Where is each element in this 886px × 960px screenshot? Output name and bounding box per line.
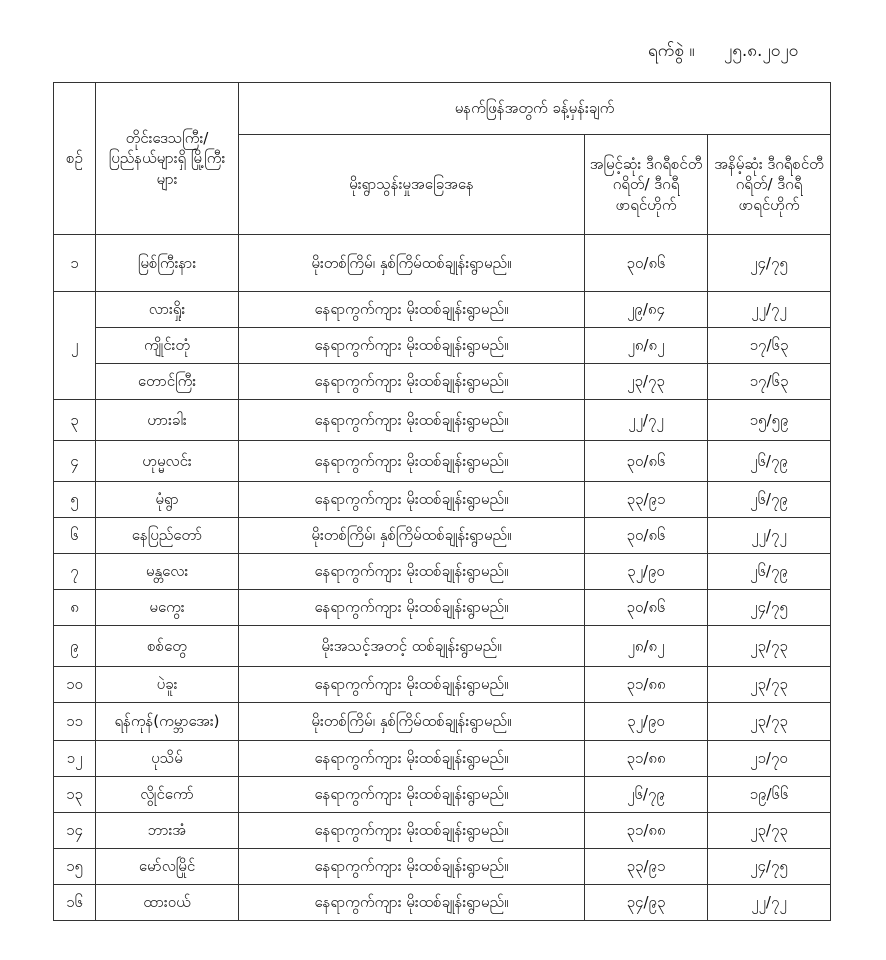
cell-city: ပုသိမ် [96, 741, 239, 777]
cell-min-temp: ၂၄/၇၅ [708, 235, 831, 292]
cell-condition: နေရာကွက်ကျား မိုးထစ်ချုန်းရွာမည်။ [239, 328, 585, 364]
cell-condition: မိုးအသင့်အတင့် ထစ်ချုန်းရွာမည်။ [239, 626, 585, 667]
cell-city: ဟားခါး [96, 400, 239, 441]
cell-min-temp: ၂၂/၇၂ [708, 518, 831, 554]
cell-no: ၁၂ [54, 741, 96, 777]
cell-no: ၁၀ [54, 667, 96, 703]
cell-no: ၆ [54, 518, 96, 554]
cell-max-temp: ၂၃/၇၃ [585, 364, 708, 400]
cell-no: ၄ [54, 441, 96, 482]
cell-max-temp: ၃၀/၈၆ [585, 518, 708, 554]
cell-max-temp: ၃၃/၉၁ [585, 482, 708, 518]
cell-condition: နေရာကွက်ကျား မိုးထစ်ချုန်းရွာမည်။ [239, 667, 585, 703]
cell-city: ထားဝယ် [96, 885, 239, 921]
cell-condition: မိုးတစ်ကြိမ်၊ နှစ်ကြိမ်ထစ်ချုန်းရွာမည်။ [239, 518, 585, 554]
table-row [54, 813, 831, 849]
table-row [54, 441, 831, 482]
cell-max-temp: ၃၀/၈၆ [585, 235, 708, 292]
cell-min-temp: ၂၂/၇၂ [708, 885, 831, 921]
col-header-max-temp: အမြင့်ဆုံး ဒီဂရီစင်တီဂရိတ်/ ဒီဂရီဖာရင်ဟိုက် [585, 135, 708, 235]
cell-max-temp: ၂၈/၈၂ [585, 626, 708, 667]
cell-city: ဘားအံ [96, 813, 239, 849]
cell-min-temp: ၂၆/၇၉ [708, 482, 831, 518]
cell-no: ၂ [54, 292, 96, 400]
cell-condition: နေရာကွက်ကျား မိုးထစ်ချုန်းရွာမည်။ [239, 885, 585, 921]
table-row [54, 741, 831, 777]
table-row [54, 364, 831, 400]
cell-max-temp: ၂၂/၇၂ [585, 400, 708, 441]
cell-condition: နေရာကွက်ကျား မိုးထစ်ချုန်းရွာမည်။ [239, 813, 585, 849]
cell-min-temp: ၁၇/၆၃ [708, 328, 831, 364]
col-header-forecast-group: မနက်ဖြန်အတွက် ခန့်မှန်းချက် [239, 83, 831, 135]
cell-no: ၁၆ [54, 885, 96, 921]
cell-max-temp: ၂၆/၇၉ [585, 777, 708, 813]
cell-condition: မိုးတစ်ကြိမ်၊ နှစ်ကြိမ်ထစ်ချုန်းရွာမည်။ [239, 703, 585, 741]
table-row [54, 328, 831, 364]
cell-condition: နေရာကွက်ကျား မိုးထစ်ချုန်းရွာမည်။ [239, 554, 585, 590]
table-row [54, 400, 831, 441]
cell-condition: နေရာကွက်ကျား မိုးထစ်ချုန်းရွာမည်။ [239, 441, 585, 482]
cell-city: ပဲခူး [96, 667, 239, 703]
cell-no: ၁၁ [54, 703, 96, 741]
cell-max-temp: ၃၃/၉၁ [585, 849, 708, 885]
cell-min-temp: ၂၁/၇၀ [708, 741, 831, 777]
cell-city: တောင်ကြီး [96, 364, 239, 400]
cell-city: နေပြည်တော် [96, 518, 239, 554]
cell-city: လားရှိုး [96, 292, 239, 328]
cell-no: ၉ [54, 626, 96, 667]
table-row [54, 482, 831, 518]
cell-min-temp: ၁၅/၅၉ [708, 400, 831, 441]
cell-max-temp: ၃၁/၈၈ [585, 741, 708, 777]
date-value: ၂၅.၈.၂၀၂၀ [723, 41, 799, 61]
cell-max-temp: ၃၁/၈၈ [585, 813, 708, 849]
cell-min-temp: ၂၄/၇၅ [708, 590, 831, 626]
cell-no: ၁၄ [54, 813, 96, 849]
cell-condition: နေရာကွက်ကျား မိုးထစ်ချုန်းရွာမည်။ [239, 364, 585, 400]
cell-max-temp: ၃၄/၉၃ [585, 885, 708, 921]
cell-no: ၃ [54, 400, 96, 441]
table-row [54, 849, 831, 885]
cell-condition: နေရာကွက်ကျား မိုးထစ်ချုန်းရွာမည်။ [239, 849, 585, 885]
cell-condition: နေရာကွက်ကျား မိုးထစ်ချုန်းရွာမည်။ [239, 292, 585, 328]
cell-city: ဟုမ္မလင်း [96, 441, 239, 482]
table-row [54, 667, 831, 703]
table-row [54, 777, 831, 813]
col-header-condition: မိုးရွာသွန်းမှုအခြေအနေ [239, 135, 585, 235]
cell-no: ၁ [54, 235, 96, 292]
cell-condition: နေရာကွက်ကျား မိုးထစ်ချုန်းရွာမည်။ [239, 777, 585, 813]
cell-condition: မိုးတစ်ကြိမ်၊ နှစ်ကြိမ်ထစ်ချုန်းရွာမည်။ [239, 235, 585, 292]
cell-no: ၈ [54, 590, 96, 626]
cell-max-temp: ၃၂/၉၀ [585, 703, 708, 741]
col-header-no: စဉ် [54, 83, 96, 235]
cell-min-temp: ၂၂/၇၂ [708, 292, 831, 328]
cell-max-temp: ၃၂/၉၀ [585, 554, 708, 590]
cell-condition: နေရာကွက်ကျား မိုးထစ်ချုန်းရွာမည်။ [239, 400, 585, 441]
table-row [54, 235, 831, 292]
cell-max-temp: ၂၉/၈၄ [585, 292, 708, 328]
table-row [54, 292, 831, 328]
cell-min-temp: ၂၆/၇၉ [708, 441, 831, 482]
cell-min-temp: ၂၆/၇၉ [708, 554, 831, 590]
cell-min-temp: ၁၇/၆၃ [708, 364, 831, 400]
date-label: ရက်စွဲ ။ [648, 41, 695, 61]
cell-max-temp: ၃၀/၈၆ [585, 441, 708, 482]
cell-city: မကွေး [96, 590, 239, 626]
cell-min-temp: ၁၉/၆၆ [708, 777, 831, 813]
cell-condition: နေရာကွက်ကျား မိုးထစ်ချုန်းရွာမည်။ [239, 482, 585, 518]
cell-min-temp: ၂၄/၇၅ [708, 849, 831, 885]
table-row [54, 703, 831, 741]
cell-city: မန္တလေး [96, 554, 239, 590]
cell-condition: နေရာကွက်ကျား မိုးထစ်ချုန်းရွာမည်။ [239, 590, 585, 626]
table-row [54, 626, 831, 667]
cell-min-temp: ၂၃/၇၃ [708, 703, 831, 741]
cell-city: လွိုင်ကော် [96, 777, 239, 813]
cell-min-temp: ၂၃/၇၃ [708, 667, 831, 703]
cell-city: ရန်ကုန်(ကမ္ဘာအေး) [96, 703, 239, 741]
cell-city: မုံရွာ [96, 482, 239, 518]
table-row [54, 885, 831, 921]
table-row [54, 518, 831, 554]
col-header-region: တိုင်းဒေသကြီး/ ပြည်နယ်များရှိ မြို့ကြီးများ [96, 83, 239, 235]
cell-no: ၁၃ [54, 777, 96, 813]
cell-max-temp: ၃၁/၈၈ [585, 667, 708, 703]
cell-min-temp: ၂၃/၇၃ [708, 626, 831, 667]
table-row [54, 590, 831, 626]
cell-city: စစ်တွေ [96, 626, 239, 667]
cell-no: ၅ [54, 482, 96, 518]
cell-city: ကျိုင်းတုံ [96, 328, 239, 364]
cell-max-temp: ၃၀/၈၆ [585, 590, 708, 626]
cell-min-temp: ၂၃/၇၃ [708, 813, 831, 849]
cell-city: မော်လမြိုင် [96, 849, 239, 885]
cell-max-temp: ၂၈/၈၂ [585, 328, 708, 364]
table-row [54, 554, 831, 590]
cell-no: ၇ [54, 554, 96, 590]
cell-condition: နေရာကွက်ကျား မိုးထစ်ချုန်းရွာမည်။ [239, 741, 585, 777]
date-line [648, 40, 798, 65]
cell-no: ၁၅ [54, 849, 96, 885]
col-header-min-temp: အနိမ့်ဆုံး ဒီဂရီစင်တီဂရိတ်/ ဒီဂရီဖာရင်ဟိုက် [708, 135, 831, 235]
forecast-table [53, 82, 831, 921]
cell-city: မြစ်ကြီးနား [96, 235, 239, 292]
header-row-top [54, 83, 831, 135]
